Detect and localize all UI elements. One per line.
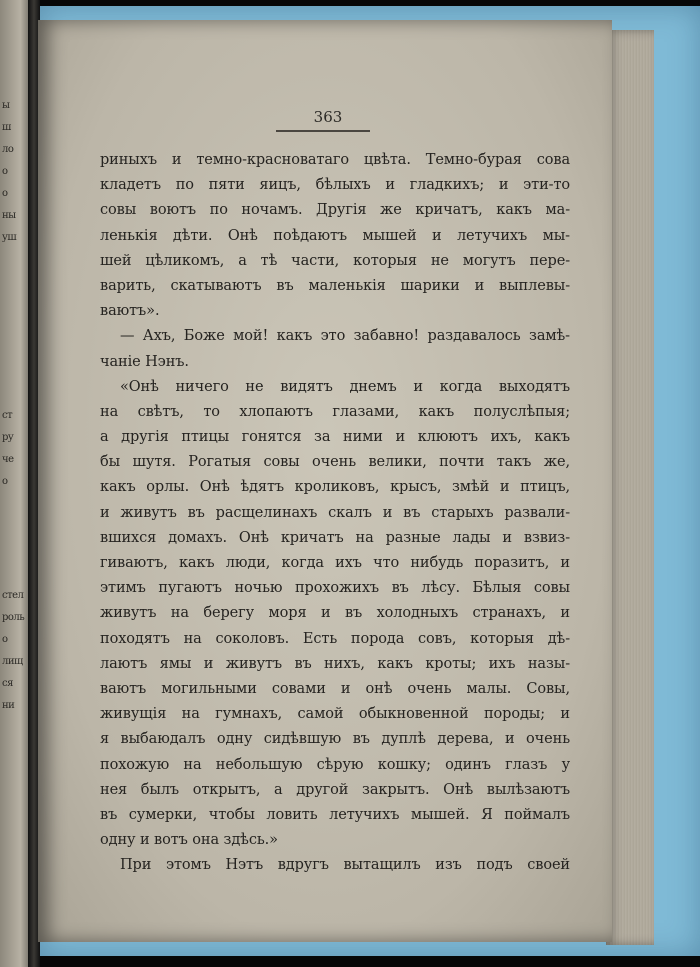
text-line: нея былъ открытъ, а другой закрытъ. Онѣ вылѣзаютъ — [100, 781, 570, 798]
text-line: живущія на гумнахъ, самой обыкновенной породы; и — [100, 706, 570, 723]
text-line: кладетъ по пяти яицъ, бѣлыхъ и гладкихъ; и эти-то — [100, 177, 570, 194]
text-line: одну и вотъ она здѣсь.» — [100, 832, 278, 849]
text-line: живутъ на берегу моря и въ холодныхъ странахъ, и — [100, 605, 570, 622]
text-line: чаніе Нэнъ. — [100, 353, 189, 370]
text-line: совы воютъ по ночамъ. Другія же кричатъ, какъ ма- — [100, 202, 570, 219]
text-line: я выбаюдалъ одну сидѣвшую въ дуплѣ дерева, и очень — [100, 731, 570, 748]
left-page-fragment: ш — [2, 122, 11, 133]
left-page-fragment: о — [2, 188, 8, 199]
text-line: — Ахъ, Боже мой! какъ это забавно! раздавалось замѣ- — [120, 328, 570, 345]
left-page-fragment: ни — [2, 700, 15, 711]
text-line: «Онѣ ничего не видятъ днемъ и когда выходятъ — [120, 378, 570, 395]
text-line: похожую на небольшую сѣрую кошку; одинъ глазъ у — [100, 756, 570, 773]
left-page-fragment: че — [2, 454, 14, 465]
text-line: ваютъ могильными совами и онѣ очень малы. Совы, — [100, 680, 570, 697]
text-line: ваютъ». — [100, 303, 160, 320]
text-line: этимъ пугаютъ ночью прохожихъ въ лѣсу. Бѣлыя совы — [100, 580, 570, 597]
text-line: вшихся домахъ. Онѣ кричатъ на разные лады и взвиз- — [100, 529, 570, 546]
text-line: шей цѣликомъ, а тѣ части, которыя не могутъ пере- — [100, 252, 570, 269]
book-page — [38, 20, 612, 942]
page-block-edges — [606, 30, 654, 945]
left-page-fragment: ся — [2, 678, 13, 689]
left-page-fragment: о — [2, 634, 8, 645]
text-line: варить, скатываютъ въ маленькія шарики и выплевы- — [100, 277, 570, 294]
left-page-fragment: о — [2, 166, 8, 177]
text-line: на свѣтъ, то хлопаютъ глазами, какъ полуслѣпыя; — [100, 403, 570, 420]
text-line: риныхъ и темно-красноватаго цвѣта. Темно-бурая сова — [100, 152, 570, 168]
left-page-fragment: ло — [2, 144, 14, 155]
left-page-fragment: ст — [2, 410, 13, 421]
text-line: бы шутя. Рогатыя совы очень велики, почти такъ же, — [100, 454, 570, 471]
text-line: походятъ на соколовъ. Есть порода совъ, которыя дѣ- — [100, 630, 570, 647]
left-page-fragment: о — [2, 476, 8, 487]
text-line: а другія птицы гонятся за ними и клюютъ ихъ, какъ — [100, 429, 570, 446]
text-line: лаютъ ямы и живутъ въ нихъ, какъ кроты; ихъ назы- — [100, 655, 570, 672]
page-number: 363 — [313, 108, 343, 126]
text-line: и живутъ въ расщелинахъ скалъ и въ старыхъ развали- — [100, 504, 570, 521]
left-page-fragment: ы — [2, 100, 10, 111]
text-line: При этомъ Нэтъ вдругъ вытащилъ изъ подъ своей — [120, 857, 570, 874]
page-number-rule — [276, 130, 370, 132]
text-line: гиваютъ, какъ люди, когда ихъ что нибудь поразитъ, и — [100, 555, 570, 571]
text-line: ленькія дѣти. Онѣ поѣдаютъ мышей и летучихъ мы- — [100, 227, 570, 244]
left-page-fragment: лищ — [2, 656, 23, 667]
left-page-fragment: стел — [2, 590, 24, 601]
left-page-fragment: уш — [2, 232, 17, 243]
left-page-fragment: роль — [2, 612, 25, 623]
body-text — [100, 148, 570, 878]
left-page-fragment: ру — [2, 432, 14, 443]
left-page-fragment: ны — [2, 210, 16, 221]
text-line: какъ орлы. Онѣ ѣдятъ кроликовъ, крысъ, змѣй и птицъ, — [100, 479, 570, 496]
text-line: въ сумерки, чтобы ловить летучихъ мышей. Я поймалъ — [100, 806, 570, 823]
